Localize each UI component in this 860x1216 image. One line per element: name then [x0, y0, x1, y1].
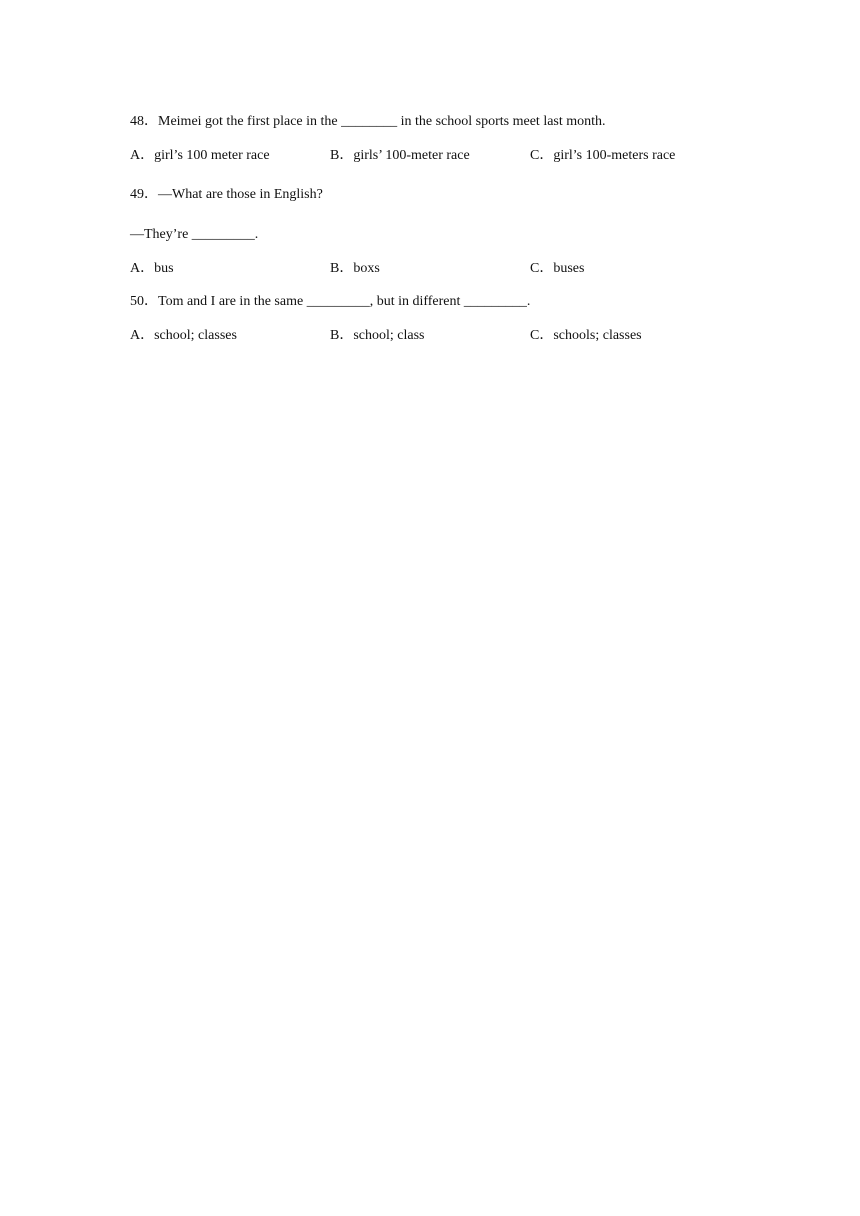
question-48-option-c: C．girl’s 100-meters race [530, 148, 676, 163]
question-48-option-b: B．girls’ 100-meter race [330, 148, 470, 163]
question-49-option-c: C．buses [530, 261, 585, 276]
question-48-stem: 48．Meimei got the first place in the ________ in the school sports meet last month. [130, 114, 606, 129]
question-49-option-b: B．boxs [330, 261, 380, 276]
question-50-option-c: C．schools; classes [530, 328, 642, 343]
question-50-option-a: A．school; classes [130, 328, 237, 343]
question-50-stem: 50．Tom and I are in the same _________, but in different _________. [130, 294, 531, 309]
question-48-option-a: A．girl’s 100 meter race [130, 148, 270, 163]
question-49-stem: 49．—What are those in English? [130, 187, 323, 202]
question-50-option-b: B．school; class [330, 328, 425, 343]
question-49-answer-line: —They’re _________. [130, 227, 259, 242]
question-49-option-a: A．bus [130, 261, 174, 276]
